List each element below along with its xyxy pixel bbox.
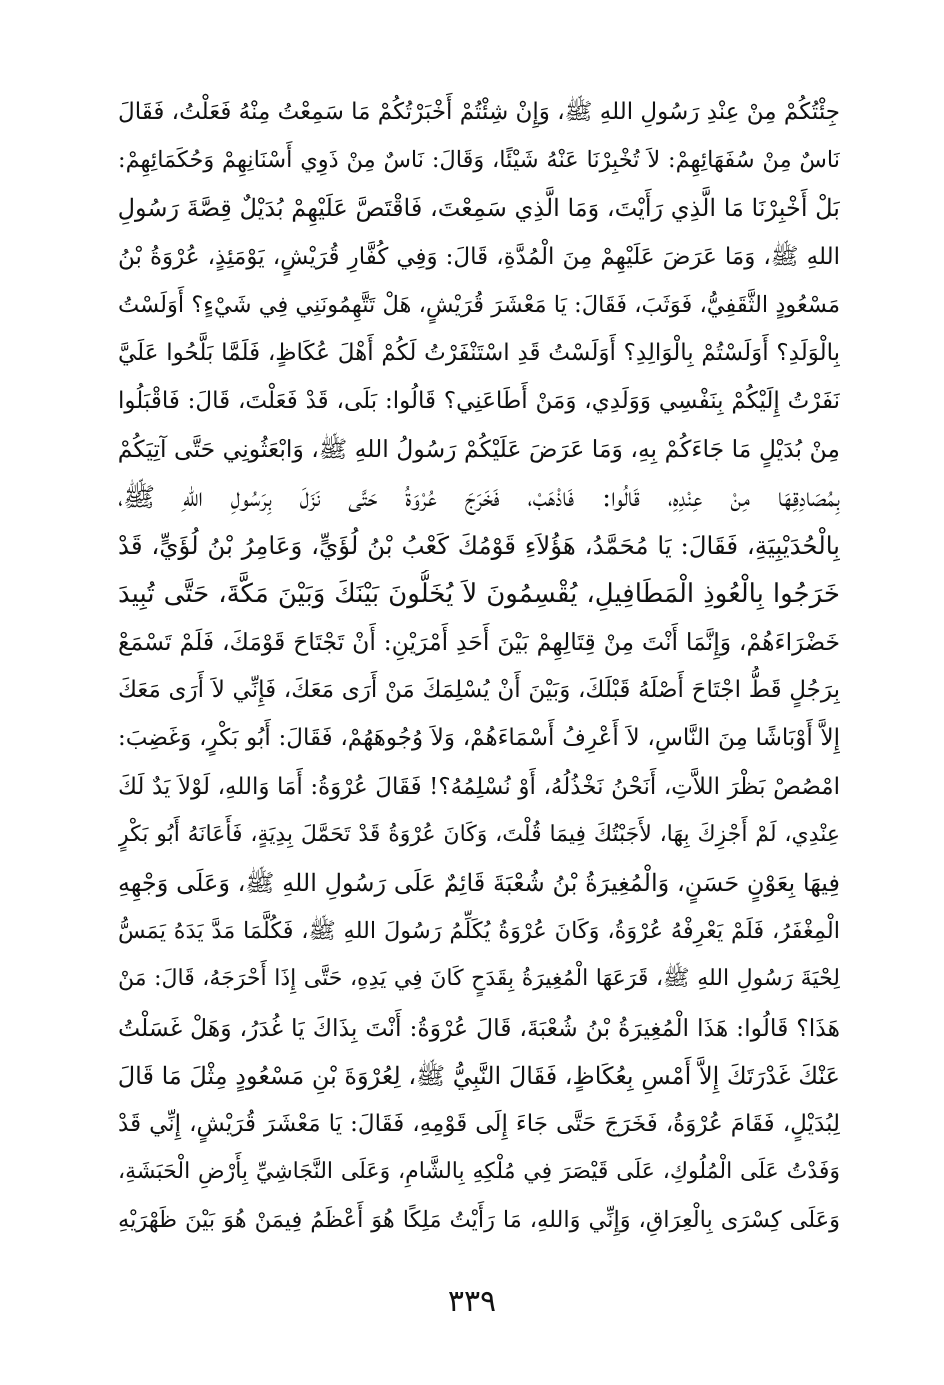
text-line: مِنْ بُدَيْلٍ مَا جَاءَكُمْ بِهِ، وَمَا عَرَضَ عَلَيْكُمْ رَسُولُ اللهِ ﷺ، وَابْعَثُونِي حَتَّى آتِيَكُمْ [118, 435, 840, 464]
text-line: عَنْكَ غَدْرَتَكَ إِلاَّ أَمْسِ بِعُكَاظٍ، فَقَالَ النَّبِيُّ ﷺ، لِعُرْوَةَ بْنِ مَسْعُودٍ مِثْلَ مَا قَالَ [118, 1061, 840, 1090]
text-line: اللهِ ﷺ، وَمَا عَرَضَ عَلَيْهِمْ مِنَ الْمُدَّةِ، قَالَ: وَفِي كُفَّارِ قُرَيْشٍ، يَوْمَئِذٍ، عُرْوَةُ بْنُ [118, 243, 840, 270]
text-line: وَعَلَى كِسْرَى بِالْعِرَاقِ، وَإِنِّي وَاللهِ، مَا رَأَيْتُ مَلِكًا هُوَ أَعْظَمُ فِيمَنْ هُوَ بَيْنَ ظَهْرَيْهِ [118, 1207, 840, 1234]
text-line: إِلاَّ أَوْبَاشًا مِنَ النَّاسِ، لاَ أَعْرِفُ أَسْمَاءَهُمْ، وَلاَ وُجُوهَهُمْ، فَقَالَ: أَبُو بَكْرٍ، وَغَضِبَ: [118, 725, 840, 752]
text-line: نَاسٌ مِنْ سُفَهَائِهِمْ: لاَ تُخْبِرْنَا عَنْهُ شَيْئًا، وَقَالَ: نَاسٌ مِنْ ذَوِي أَسْنَانِهِمْ وَحُكَمَائِهِمْ: [118, 147, 840, 174]
text-line: لِبُدَيْلٍ، فَقَامَ عُرْوَةُ، فَخَرَجَ حَتَّى جَاءَ إِلَى قَوْمِهِ، فَقَالَ: يَا مَعْشَرَ قُرَيْشٍ، إِنِّي قَدْ [118, 1110, 840, 1137]
text-line: بِالْحُدَيْبِيَةِ، فَقَالَ: يَا مُحَمَّدُ، هَؤُلاَءِ قَوْمُكَ كَعْبُ بْنُ لُؤَيٍّ، وَعَامِرُ بْنُ لُؤَيٍّ، قَدْ [118, 530, 840, 560]
text-line: بِمُصَادِقِهَا مِنْ عِنْدِهِ، قَالُوا: فَاذْهَبْ، فَخَرَجَ عُرْوَةُ حَتَّى نَزَلَ بِرَسُولِ اللهِ ﷺ، [118, 481, 840, 513]
text-line: امْصُصْ بَظْرَ اللاَّتِ، أَنَحْنُ نَخْذُلُهُ، أَوْ نُسْلِمُهُ؟! فَقَالَ عُرْوَةُ: أَمَا وَاللهِ، لَوْلاَ يَدٌ لَكَ [118, 773, 840, 800]
page-number: ٣٣٩ [447, 1284, 497, 1319]
text-line: بِالْوَلَدِ؟ أَوَلَسْتُمْ بِالْوَالِدِ؟ أَوَلَسْتُ قَدِ اسْتَنْفَرْتُ لَكُمْ أَهْلَ عُكَاظٍ، فَلَمَّا بَلَّحُوا عَلَيَّ [118, 339, 840, 366]
text-line: مَسْعُودٍ الثَّقَفِيُّ، فَوَثَبَ، فَقَالَ: يَا مَعْشَرَ قُرَيْشٍ، هَلْ تَتَّهِمُونَنِي فِي شَيْءٍ؟ أَوَلَسْتُ [118, 291, 840, 318]
text-line: هَذَا؟ قَالُوا: هَذَا الْمُغِيرَةُ بْنُ شُعْبَةَ، قَالَ عُرْوَةُ: أَنْتَ بِذَاكَ يَا غُدَرُ، وَهَلْ غَسَلْتُ [118, 1013, 840, 1042]
text-line: خَضْرَاءَهُمْ، وَإِنَّمَا أَنْتَ مِنْ قِتَالِهِمْ بَيْنَ أَحَدِ أَمْرَيْنِ: أَنْ تَجْتَاحَ قَوْمَكَ، فَلَمْ تَسْمَعْ [118, 628, 840, 657]
text-line: لِحْيَةَ رَسُولِ اللهِ ﷺ، قَرَعَهَا الْمُغِيرَةُ بِقَدَحٍ كَانَ فِي يَدِهِ، حَتَّى إِذَا أَحْرَجَهُ، قَالَ: مَنْ [118, 966, 840, 992]
body-text [118, 88, 840, 1245]
text-line: جِئْتُكُمْ مِنْ عِنْدِ رَسُولِ اللهِ ﷺ، وَإِنْ شِئْتُمْ أَخْبَرْتُكُمْ مَا سَمِعْتُ مِنْهُ فَعَلْتُ، فَقَالَ [118, 99, 840, 125]
text-line: عِنْدِي، لَمْ أَجْزِكَ بِهَا، لأَجَبْتُكَ فِيمَا قُلْتَ، وَكَانَ عُرْوَةُ قَدْ تَحَمَّلَ بِدِيَةٍ، فَأَعَانَهُ أَبُو بَكْرٍ [118, 821, 840, 847]
text-line: الْمِغْفَرُ، فَلَمْ يَعْرِفْهُ عُرْوَةُ، وَكَانَ عُرْوَةُ يُكَلِّمُ رَسُولَ اللهِ ﷺ، فَكُلَّمَا مَدَّ يَدَهُ يَمَسُّ [118, 918, 840, 945]
text-line: بِرَجُلٍ قَطُّ اجْتَاحَ أَصْلَهُ قَبْلَكَ، وَبَيْنَ أَنْ يُسْلِمَكَ مَنْ أَرَى مَعَكَ، فَإِنِّي لاَ أَرَى مَعَكَ [118, 677, 840, 704]
text-line: وَفَدْتُ عَلَى الْمُلُوكِ، عَلَى قَيْصَرَ فِي مُلْكِهِ بِالشَّامِ، وَعَلَى النَّجَاشِيِّ بِأَرْضِ الْحَبَشَةِ، [118, 1159, 840, 1185]
text-line: نَفَرْتُ إِلَيْكُمْ بِنَفْسِي وَوَلَدِي، وَمَنْ أَطَاعَنِي؟ قَالُوا: بَلَى، قَدْ فَعَلْتَ، قَالَ: فَاقْبَلُوا [118, 388, 840, 415]
text-line: فِيهَا بِعَوْنٍ حَسَنٍ، وَالْمُغِيرَةُ بْنُ شُعْبَةَ قَائِمٌ عَلَى رَسُولِ اللهِ ﷺ، وَعَلَى وَجْهِهِ [118, 869, 840, 897]
text-line: خَرَجُوا بِالْعُوذِ الْمَطَافِيلِ، يُقْسِمُونَ لاَ يُخَلُّونَ بَيْنَكَ وَبَيْنَ مَكَّةَ، حَتَّى تُبِيدَ [118, 578, 840, 609]
text-line: بَلْ أَخْبِرْنَا مَا الَّذِي رَأَيْتَ، وَمَا الَّذِي سَمِعْتَ، فَاقْتَصَّ عَلَيْهِمْ بُدَيْلٌ قِصَّةَ رَسُولِ [118, 194, 840, 223]
